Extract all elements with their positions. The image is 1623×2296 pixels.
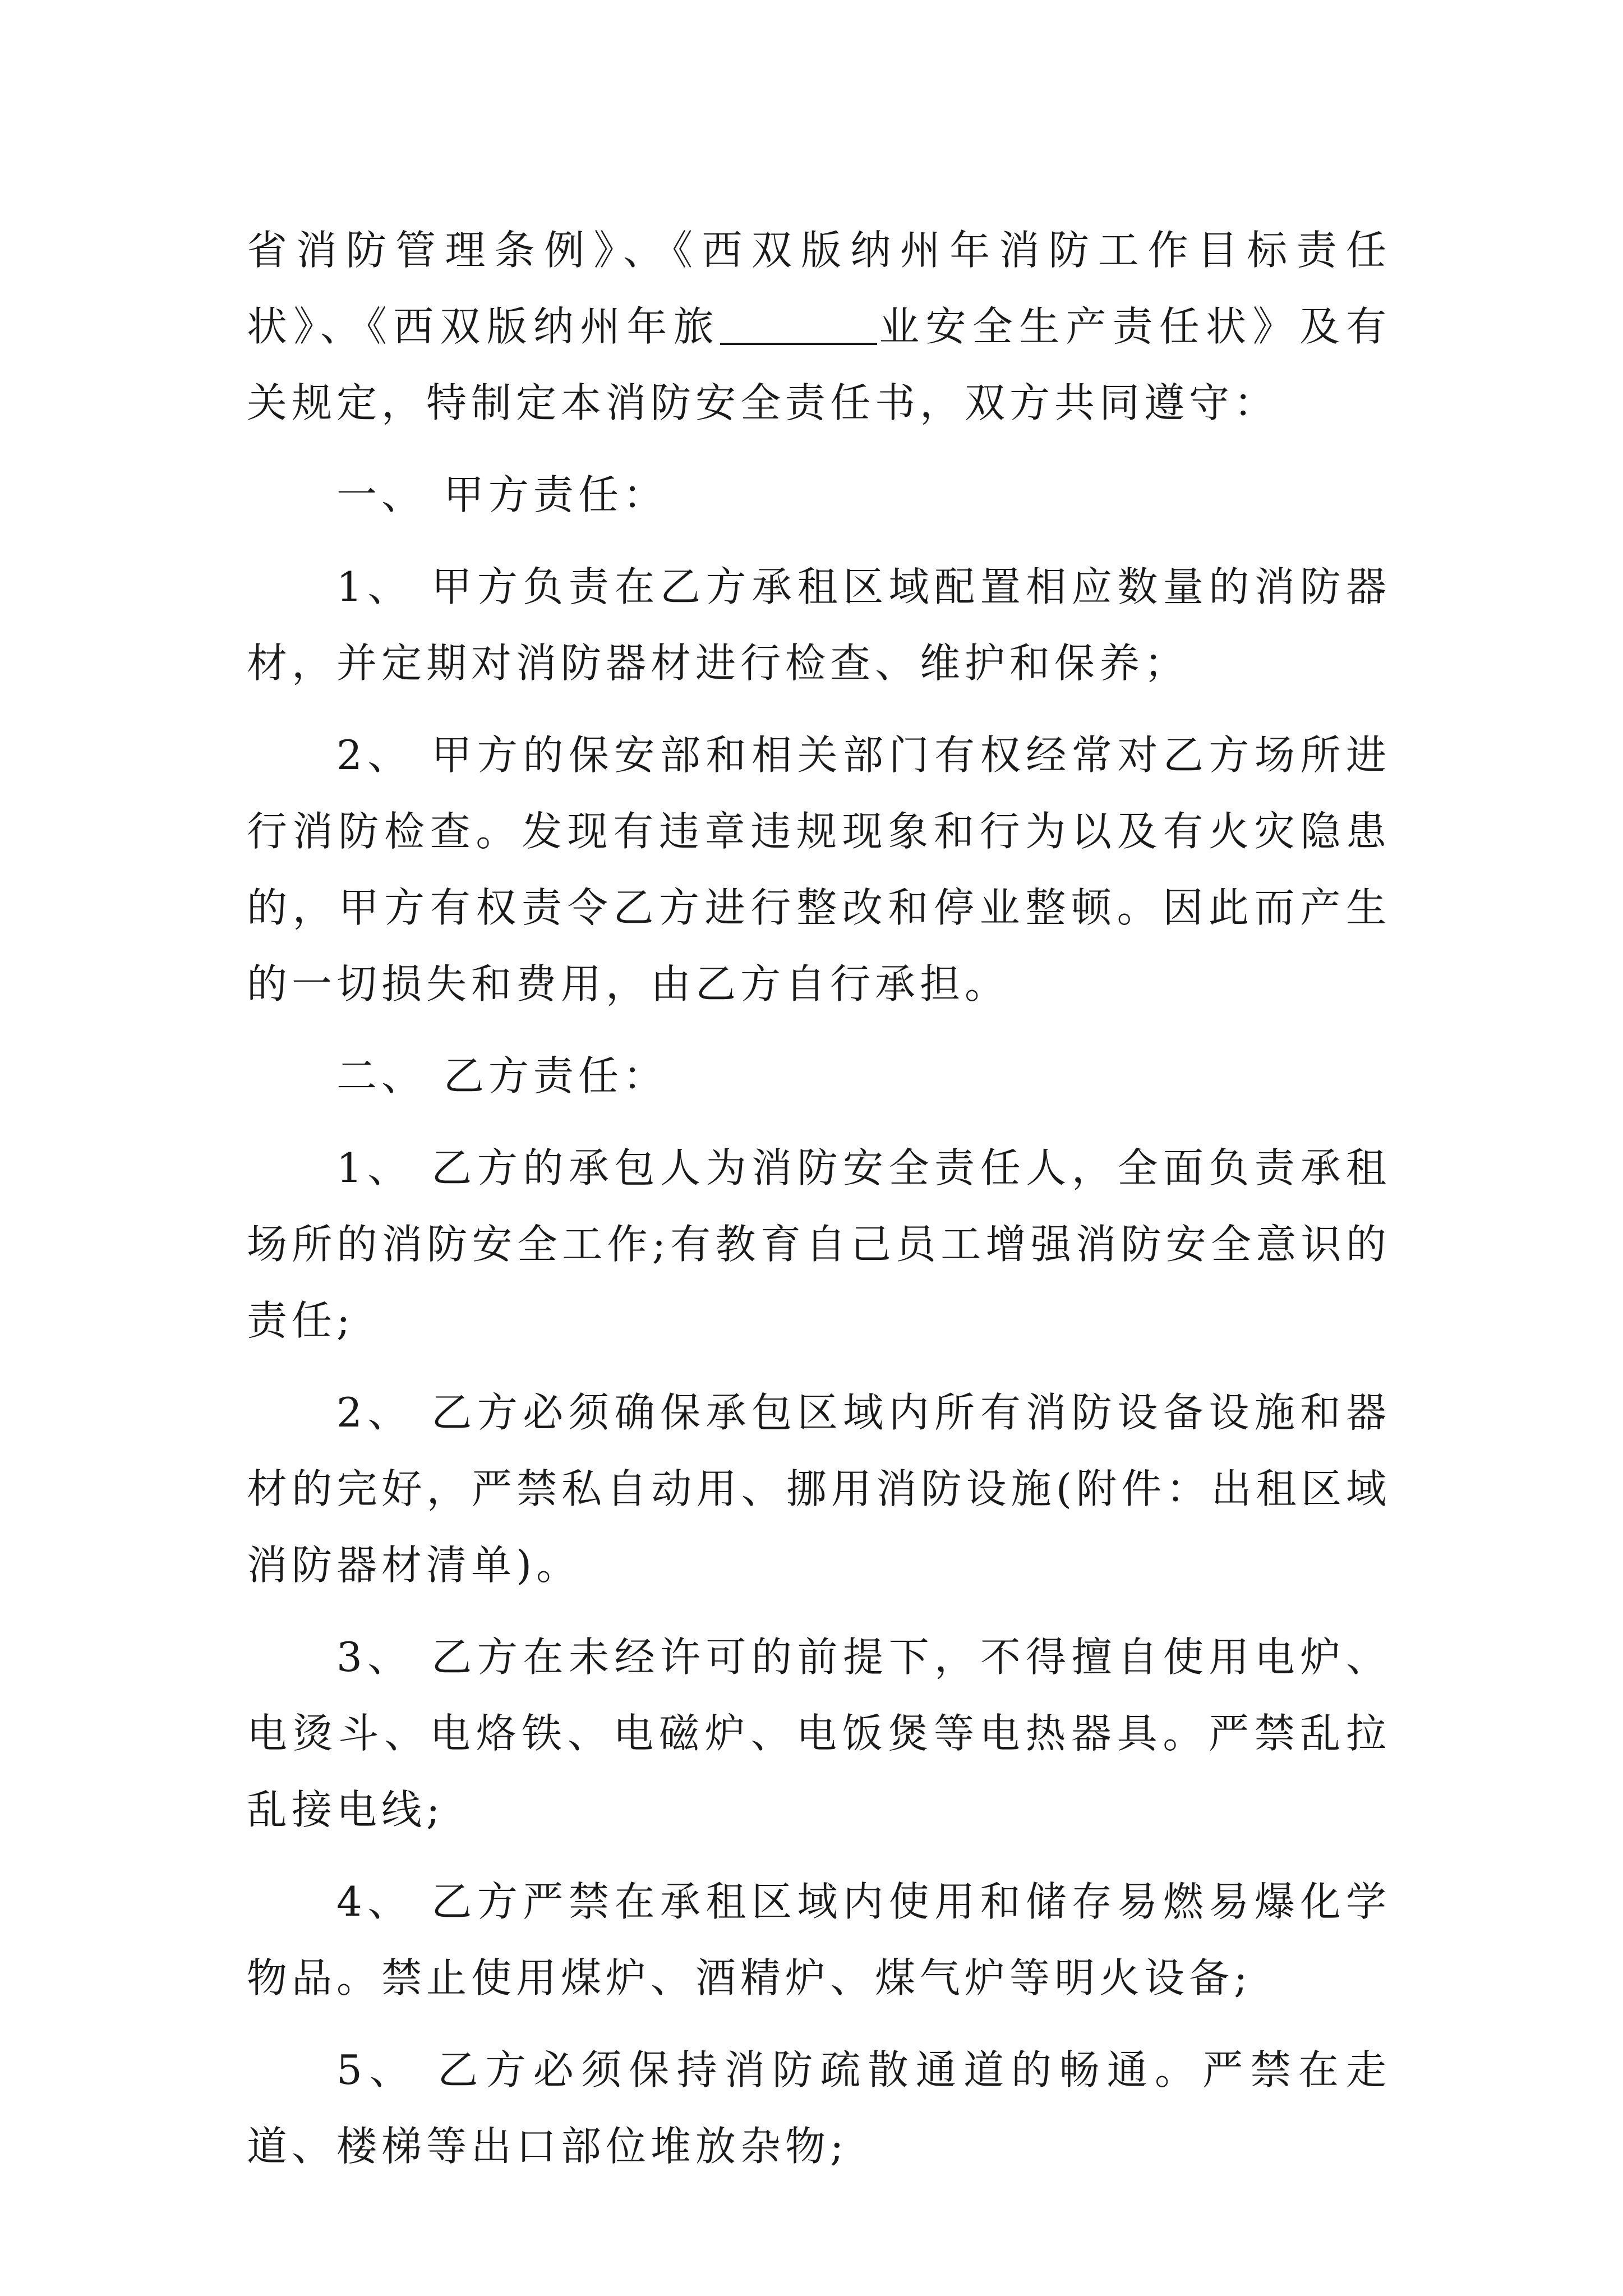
- section-heading-party-b: 二、 乙方责任：: [336, 1052, 668, 1099]
- party-a-item-1: 1、 甲方负责在乙方承租区域配置相应数量的消防器材，并定期对消防器材进行检查、维护和保养；: [247, 563, 1391, 687]
- party-b-item-1: 1、 乙方的承包人为消防安全责任人，全面负责承租场所的消防安全工作;有教育自己员工增强消防安全意识的责任;: [247, 1144, 1391, 1344]
- fill-in-blank: [720, 302, 877, 345]
- intro-paragraph: [247, 212, 1391, 441]
- document-body: [247, 212, 1391, 2184]
- section-heading-party-a: 一、 甲方责任：: [336, 471, 668, 518]
- intro-line-2-start: 《西双版纳州年旅: [366, 303, 720, 350]
- party-b-item-3: 3、 乙方在未经许可的前提下，不得擅自使用电炉、电烫斗、电烙铁、电磁炉、电饭煲等电热器具。严禁乱拉乱接电线;: [247, 1634, 1391, 1833]
- party-b-item-2: 2、 乙方必须确保承包区域内所有消防设备设施和器材的完好，严禁私自动用、挪用消防设施(附件：出租区域消防器材清单)。: [247, 1389, 1391, 1589]
- party-b-item-5: 5、 乙方必须保持消防疏散通道的畅通。严禁在走道、楼梯等出口部位堆放杂物;: [247, 2046, 1391, 2170]
- intro-line-3: 定，特制定本消防安全责任书，双方共同遵守：: [336, 379, 1279, 426]
- intro-line-1: 省消防管理条例》、《西双版纳州年消防工作目标责任状》、: [247, 227, 1391, 350]
- party-a-item-2: 2、 甲方的保安部和相关部门有权经常对乙方场所进行消防检查。发现有违章违规现象和行为以及有火灾隐患的，甲方有权责令乙方进行整改和停业整顿。因此而产生的一切损失和费用，由乙方自行承担。: [247, 731, 1391, 1007]
- party-b-item-4: 4、 乙方严禁在承租区域内使用和储存易燃易爆化学物品。禁止使用煤炉、酒精炉、煤气炉等明火设备;: [247, 1878, 1391, 2001]
- intro-line-2-end: 业安全生产责任状》及有关规: [247, 303, 1391, 426]
